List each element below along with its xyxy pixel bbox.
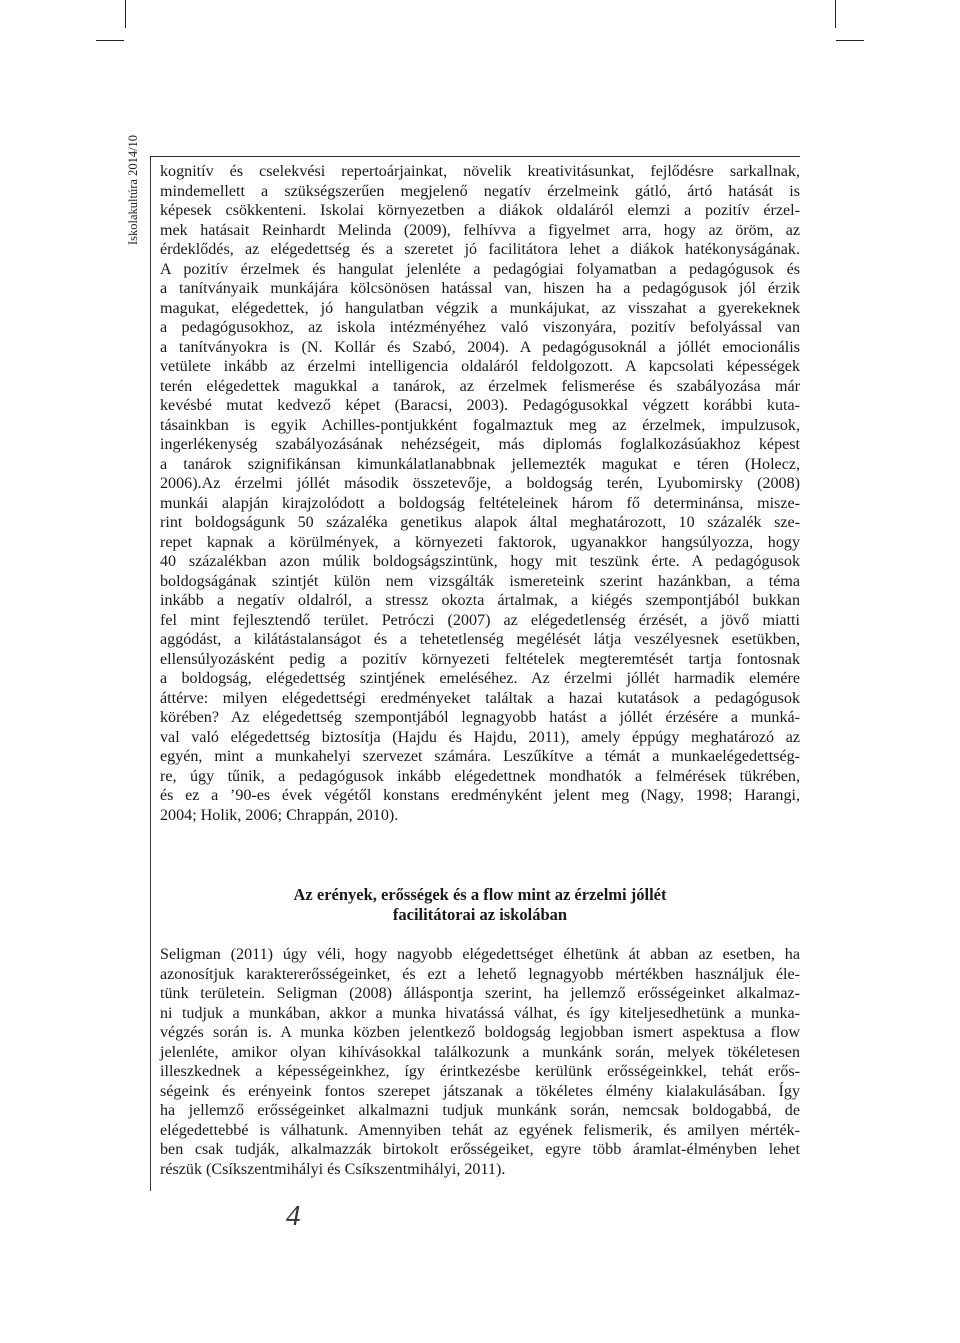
text-line: érdeklődés, az elégedettség és a szeretet jó facilitátora lehet a diákok hatékonyságának. (160, 241, 800, 258)
text-line: magukat, elégedettek, jó hangulatban végzik a munkájukat, az visszahat a gyerekeknek (160, 299, 800, 317)
main-paragraph (160, 162, 800, 825)
text-line: illeszkednek a képességeinkhez, így érintkezésbe kerülünk erősségeinkkel, tehát erős- (160, 1063, 800, 1080)
text-line: 40 százalékban azon múlik boldogságszintünk, hogy mit teszünk érte. A pedagógusok (160, 553, 800, 570)
crop-mark-top-left-v (125, 0, 126, 28)
text-line: rint boldogságunk 50 százaléka genetikus alapok által meghatározott, 10 százalék sze- (160, 514, 800, 531)
text-line: vetülete inkább az érzelmi intelligencia oldaláról feldolgozott. A kapcsolati képességek (160, 358, 800, 375)
text-line: ni tudjuk a munkában, akkor a munka hivatássá válhat, és így kiteljesedhetünk a munka- (160, 1004, 800, 1022)
page-number: 4 (286, 1200, 301, 1232)
text-line: val való elégedettség biztosítja (Hajdu és Hajdu, 2011), amely éppúgy meghatározó az (160, 728, 800, 746)
text-line: A pozitív érzelmek és hangulat jelenléte a pedagógiai folyamatban a pedagógusok és (160, 260, 800, 278)
text-line: és ez a ’90-es évek végétől konstans eredményként jelent meg (Nagy, 1998; Harangi, (160, 787, 800, 804)
text-line: Seligman (2011) úgy véli, hogy nagyobb elégedettséget élhetünk át abban az esetben, ha (160, 946, 800, 963)
text-line: 2006).Az érzelmi jóllét második összetevője, a boldogság terén, Lyubomirsky (2008) (160, 475, 800, 492)
text-line: 2004; Holik, 2006; Chrappán, 2010). (160, 806, 399, 824)
text-line: ellensúlyozásként pedig a pozitív környezeti feltételek megteremtését tartja fontosnak (160, 650, 800, 668)
text-line: tásainkban is egyik Achilles-pontjukként fogalmaztuk meg az érzelmek, impulzusok, (160, 416, 800, 434)
text-line: áttérve: milyen elégedettségi eredményeket találtak a hazai kutatások a pedagógusok (160, 689, 800, 707)
text-line: képesek csökkenteni. Iskolai környezetben a diákok oldaláról elemzi a pozitív érzel- (160, 202, 800, 219)
text-line: ha jellemző erősségeinket alkalmazni tudjuk munkánk során, nemcsak boldogabbá, de (160, 1102, 800, 1119)
text-line: ingerlékenység szabályozásának nehézségeit, más diplomás foglalkozásúakhoz képest (160, 436, 800, 453)
journal-label: Iskolakultúra 2014/10 (126, 134, 140, 245)
text-line: fel mint fejlesztendő terület. Petróczi (2007) az elégedetlenség érzését, a jövő miatti (160, 611, 800, 629)
text-line: a boldogság, elégedettség szintjének emeléséhez. Az érzelmi jóllét harmadik elemére (160, 670, 800, 687)
text-line: ségeink és erényeink fontos szerepet játszanak a tökéletes élmény kialakulásában. Így (160, 1082, 800, 1100)
header-rule (150, 156, 800, 157)
crop-mark-top-left-h (96, 40, 124, 41)
text-line: inkább a negatív oldalról, a stressz okozta ártalmak, a kiégés szempontjából bukkan (160, 592, 800, 609)
text-line: mindemellett a szükségszerűen megjelenő negatív érzelmeink gátló, ártó hatását is (160, 182, 800, 200)
text-line: kevésbé mutat kedvező képet (Baracsi, 2003). Pedagógusokkal végzett korábbi kuta- (160, 397, 800, 414)
text-line: azonosítjuk karaktererősségeinket, és ezt a lehető legnagyobb mértékben használjuk éle- (160, 965, 800, 983)
text-line: repet kapnak a körülmények, a környezeti faktorok, ugyanakkor hangsúlyozza, hogy (160, 533, 800, 551)
margin-rule (150, 156, 151, 1191)
text-line: elégedettebbé is válhatunk. Amennyiben tehát az egyének felismerik, és amilyen mérték- (160, 1121, 800, 1139)
text-line: aggódást, a kilátástalanságot és a tehetetlenség megélését látja veszélyesnek esetükben, (160, 631, 800, 648)
crop-mark-top-right-v (835, 0, 836, 28)
section-title-line-1: Az erények, erősségek és a flow mint az érzelmi jóllét (293, 885, 667, 904)
crop-mark-top-right-h (836, 40, 864, 41)
text-line: a tanítványokra is (N. Kollár és Szabó, 2004). A pedagógusoknál a jóllét emocionális (160, 338, 800, 356)
section-title-line-2: facilitátorai az iskolában (392, 904, 568, 924)
text-line: a tanárok szignifikánsan kimunkálatlanabbnak jellemezték magukat e téren (Holecz, (160, 455, 800, 473)
text-line: terén elégedettek magukkal a tanárok, az érzelmek felismerése és szabályozása már (160, 377, 800, 395)
section-title (160, 885, 800, 924)
text-line: körében? Az elégedettség szempontjából legnagyobb hatást a jóllét érzésére a munká- (160, 709, 800, 726)
text-line: a pedagógusokhoz, az iskola intézményéhez való viszonyára, pozitív befolyással van (160, 319, 800, 336)
text-line: munkái alapján kirajzolódott a boldogság feltételeinek három fő determinánsa, miszе- (160, 494, 800, 512)
text-line: egyén, mint a munkahelyi szervezet számára. Leszűkítve a témát a munkaelégedettség- (160, 748, 800, 765)
text-line: kognitív és cselekvési repertoárjainkat, növelik kreativitásunkat, fejlődésre sarkallnak, (160, 163, 800, 180)
text-line: re, úgy tűnik, a pedagógusok inkább elégedettnek mondhatók a felmérések tükrében, (160, 767, 800, 785)
text-line: tünk területein. Seligman (2008) álláspontja szerint, ha jellemző erősségeinket alkalmaz- (160, 985, 800, 1002)
text-line: ben csak tudják, alkalmazzák birtokolt erősségeiket, egyre több áramlat-élményben lehet (160, 1141, 800, 1158)
text-line: részük (Csíkszentmihályi és Csíkszentmihályi, 2011). (160, 1160, 506, 1178)
text-line: mek hatásait Reinhardt Melinda (2009), felhívva a figyelmet arra, hogy az öröm, az (160, 221, 800, 239)
section-paragraph (160, 945, 800, 1179)
text-line: jelenléte, amikor olyan kihívásokkal találkozunk a munkánk során, melyek tökéletesen (160, 1043, 800, 1061)
text-line: a tanítványaik munkájára kölcsönösen hatással van, hiszen ha a pedagógusok jól érzik (160, 280, 800, 297)
text-line: végzés során is. A munka közben jelentkező boldogság legjobban ismert aspektusa a flow (160, 1024, 800, 1041)
text-line: boldogságának szintjét külön nem vizsgálták ismereteink szerint hazánkban, a téma (160, 572, 800, 590)
